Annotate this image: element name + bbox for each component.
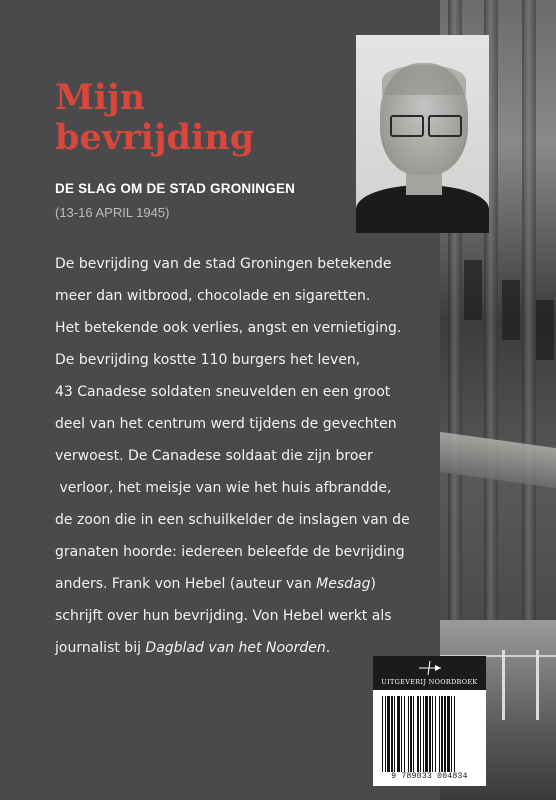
- barcode-bar: [382, 696, 383, 772]
- barcode-bar: [417, 696, 419, 772]
- portrait-glasses-lens: [428, 115, 462, 137]
- barcode-bar: [435, 696, 436, 772]
- barcode-bar: [439, 696, 440, 772]
- barcode-bar: [451, 696, 452, 772]
- barcode-bar: [410, 696, 412, 772]
- blurb-line: de zoon die in een schuilkelder de inslagen van de: [55, 512, 410, 528]
- blurb-text: journalist bij: [55, 640, 146, 656]
- barcode-bar: [441, 696, 443, 772]
- building-window: [464, 260, 482, 320]
- barcode-bars: [381, 696, 481, 772]
- street-post: [536, 650, 539, 720]
- barcode-bar: [394, 696, 395, 772]
- compass-arrow-icon: [417, 660, 443, 676]
- barcode-bar: [404, 696, 405, 772]
- barcode-bar: [429, 696, 431, 772]
- blurb-line: verwoest. De Canadese soldaat die zijn broer: [55, 448, 373, 464]
- barcode-bar: [408, 696, 409, 772]
- book-title-line-2: bevrijding: [55, 117, 255, 158]
- blurb-line: meer dan witbrood, chocolade en sigaretten.: [55, 288, 371, 304]
- book-title: [55, 78, 345, 158]
- publisher-name: UITGEVERIJ NOORDBOEK: [381, 678, 478, 686]
- blurb-text: ): [370, 576, 376, 592]
- barcode-bar: [397, 696, 400, 772]
- barcode-bar: [420, 696, 421, 772]
- blurb-line: verloor, het meisje van wie het huis afbrandde,: [55, 480, 392, 496]
- barcode-bar: [447, 696, 450, 772]
- blurb-line: De bevrijding kostte 110 burgers het leven,: [55, 352, 361, 368]
- barcode-bar: [387, 696, 390, 772]
- isbn-barcode-panel: [373, 656, 486, 786]
- barcode-bar: [425, 696, 428, 772]
- barcode-bar: [401, 696, 402, 772]
- blurb-line: [55, 568, 445, 600]
- blurb-text: .: [325, 640, 331, 656]
- barcode-bar: [444, 696, 446, 772]
- barcode-bar: [423, 696, 424, 772]
- barcode-bar: [454, 696, 455, 772]
- blurb-line: De bevrijding van de stad Groningen betekende: [55, 256, 392, 272]
- portrait-glasses-lens: [390, 115, 424, 137]
- back-cover-blurb: [55, 248, 445, 664]
- book-subtitle: DE SLAG OM DE STAD GRONINGEN: [55, 181, 296, 196]
- blurb-line: Het betekende ook verlies, angst en vernietiging.: [55, 320, 402, 336]
- blurb-newspaper-reference: Dagblad van het Noorden: [145, 640, 326, 656]
- building-window: [502, 280, 520, 340]
- blurb-line: granaten hoorde: iedereen beleefde de bevrijding: [55, 544, 405, 560]
- blurb-line: schrijft over hun bevrijding. Von Hebel werkt als: [55, 608, 392, 624]
- author-portrait: [356, 35, 489, 233]
- blurb-text: anders. Frank von Hebel (auteur van: [55, 576, 317, 592]
- building-window: [536, 300, 554, 360]
- publisher-logo-band: [373, 656, 486, 690]
- book-dates: (13-16 APRIL 1945): [55, 205, 170, 220]
- blurb-line: deel van het centrum werd tijdens de gevechten: [55, 416, 397, 432]
- book-title-line-1: Mijn: [55, 77, 146, 118]
- barcode-bar: [413, 696, 414, 772]
- barcode-digits: 9 789033 004834: [391, 772, 468, 781]
- portrait-hair: [382, 65, 466, 95]
- barcode-bar: [391, 696, 393, 772]
- barcode-bar: [432, 696, 433, 772]
- blurb-book-reference: Mesdag: [316, 576, 371, 592]
- barcode-bar: [385, 696, 386, 772]
- blurb-line: 43 Canadese soldaten sneuvelden en een groot: [55, 384, 391, 400]
- street-post: [502, 650, 505, 720]
